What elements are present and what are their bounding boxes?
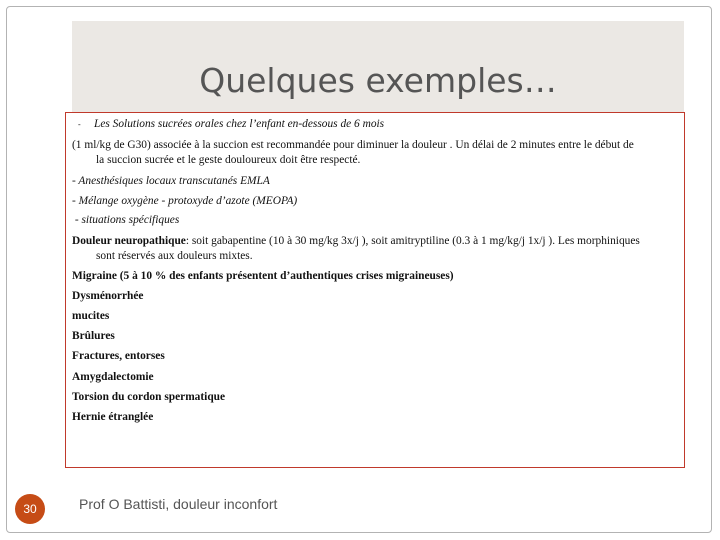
bullet-marker: -	[78, 120, 81, 129]
list-item-continued	[72, 249, 676, 264]
list-item: mucites	[72, 310, 110, 322]
list-item	[72, 138, 676, 153]
slide-title: Quelques exemples…	[199, 61, 557, 100]
list-item	[72, 117, 676, 132]
list-item-continued	[72, 153, 676, 168]
footer-text: Prof O Battisti, douleur inconfort	[79, 496, 278, 512]
list-item	[72, 234, 676, 249]
list-item: - Mélange oxygène - protoxyde d’azote (MEOPA)	[72, 195, 298, 207]
list-item: Migraine (5 à 10 % des enfants présentent d’authentiques crises migraineuses)	[72, 270, 454, 282]
list-item: Brûlures	[72, 330, 115, 342]
item-text: sont réservés aux douleurs mixtes.	[96, 250, 253, 262]
item-heading: Douleur neuropathique	[72, 235, 186, 247]
slide-number-badge: 30	[15, 494, 45, 524]
content-box	[65, 112, 685, 468]
list-item: Amygdalectomie	[72, 371, 154, 383]
item-text: (1 ml/kg de G30) associée à la succion est recommandée pour diminuer la douleur . Un délai de 2 minutes entre le début de	[72, 139, 634, 151]
list-item: - Anesthésiques locaux transcutanés EMLA	[72, 175, 270, 187]
item-text: Les Solutions sucrées orales chez l’enfant en-dessous de 6 mois	[94, 118, 385, 130]
item-text: : soit gabapentine (10 à 30 mg/kg 3x/j ), soit amitryptiline (0.3 à 1 mg/kg/j 1x/j ). Les morphiniques	[185, 235, 640, 247]
item-text: la succion sucrée et le geste douloureux doit être respecté.	[96, 154, 361, 166]
list-item: Torsion du cordon spermatique	[72, 391, 226, 403]
list-item: Fractures, entorses	[72, 350, 165, 362]
list-item: Dysménorrhée	[72, 290, 144, 302]
list-item: - situations spécifiques	[72, 214, 180, 226]
list-item: Hernie étranglée	[72, 411, 154, 423]
